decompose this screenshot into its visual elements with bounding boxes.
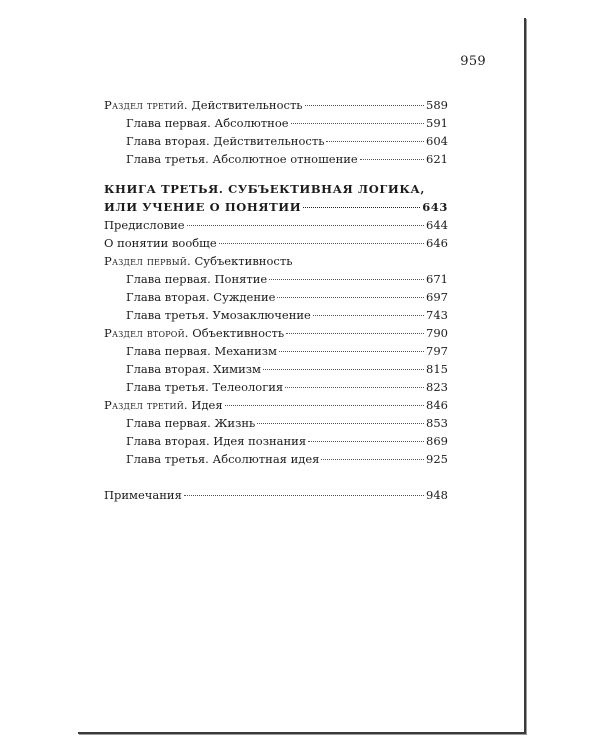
toc-entry-text: Предисловие — [104, 218, 185, 232]
toc-entry-page: 948 — [426, 488, 448, 502]
toc-entry-page: 589 — [426, 98, 448, 112]
toc-entry — [104, 342, 448, 360]
toc-entry-label — [104, 96, 303, 114]
toc-entry-label — [126, 342, 277, 360]
toc-entry-label — [104, 234, 217, 252]
toc-entry-page: 925 — [426, 452, 448, 466]
toc-entry-label — [126, 360, 261, 378]
toc-entry-label — [126, 150, 358, 168]
book-three-title-row — [104, 198, 448, 216]
dot-leader — [286, 333, 424, 334]
toc-entry-label: Примечания — [104, 488, 182, 502]
toc-entry-label — [104, 324, 284, 342]
toc-entry-text: Объективность — [192, 326, 285, 340]
toc-entry-notes — [104, 486, 448, 504]
book-three-page: 643 — [422, 200, 448, 214]
dot-leader — [360, 159, 424, 160]
dot-leader — [257, 423, 424, 424]
toc-entry-text: Глава первая. Понятие — [126, 272, 268, 286]
toc-entry-text: Глава первая. Абсолютное — [126, 116, 289, 130]
toc-entry-text: Глава третья. Телеология — [126, 380, 284, 394]
toc-entry-label — [126, 450, 319, 468]
toc-entry-page: 644 — [426, 218, 448, 232]
book-three-heading — [104, 180, 448, 216]
toc-entry — [104, 450, 448, 468]
toc-entry — [104, 432, 448, 450]
toc-entry-label — [126, 270, 267, 288]
toc-section-prefix: Раздел второй. — [104, 326, 189, 340]
toc-entry-label — [104, 252, 292, 270]
toc-entry — [104, 360, 448, 378]
toc-entry — [104, 270, 448, 288]
toc-entry-label — [126, 378, 283, 396]
dot-leader — [326, 141, 424, 142]
toc-entry-page: 853 — [426, 416, 448, 430]
toc-entry — [104, 288, 448, 306]
toc-entry-text: Глава вторая. Химизм — [126, 362, 261, 376]
toc-entry — [104, 306, 448, 324]
toc-entry — [104, 96, 448, 114]
toc-entry-text: Глава третья. Абсолютная идея — [126, 452, 320, 466]
toc-entry-label — [104, 216, 185, 234]
book-three-title-line2: ИЛИ УЧЕНИЕ О ПОНЯТИИ — [104, 200, 302, 214]
toc-entry-page: 797 — [426, 344, 448, 358]
toc-entry-page: 671 — [426, 272, 448, 286]
toc-section-prefix: Раздел третий. — [104, 98, 188, 112]
dot-leader — [285, 387, 424, 388]
toc-entry — [104, 252, 448, 270]
toc-entry-text: О понятии вообще — [104, 236, 217, 250]
toc-entry-page: 591 — [426, 116, 448, 130]
toc-entry — [104, 378, 448, 396]
dot-leader — [184, 495, 424, 496]
toc-entry-label — [126, 414, 255, 432]
toc-entry — [104, 324, 448, 342]
toc-entry-label — [126, 132, 324, 150]
toc-entry-text: Действительность — [191, 98, 303, 112]
toc-entry-label — [126, 432, 306, 450]
dot-leader — [303, 207, 420, 208]
toc-entry-label — [126, 114, 289, 132]
toc-entry — [104, 234, 448, 252]
toc-entry-page: 697 — [426, 290, 448, 304]
toc-entry-text: Идея — [191, 398, 223, 412]
dot-leader — [321, 459, 424, 460]
page-number: 959 — [460, 54, 486, 69]
toc-entry-text: Глава первая. Механизм — [126, 344, 277, 358]
toc-group-book-three — [104, 216, 448, 468]
toc-entry — [104, 414, 448, 432]
dot-leader — [291, 123, 424, 124]
toc-entry — [104, 396, 448, 414]
dot-leader — [313, 315, 424, 316]
toc-section-prefix: Раздел первый. — [104, 254, 191, 268]
toc-entry-text: Глава вторая. Идея познания — [126, 434, 307, 448]
book-three-title-line1: КНИГА ТРЕТЬЯ. СУБЪЕКТИВНАЯ ЛОГИКА, — [104, 182, 425, 196]
dot-leader — [279, 351, 424, 352]
toc-section-prefix: Раздел третий. — [104, 398, 188, 412]
toc-entry — [104, 150, 448, 168]
toc-entry-page: 823 — [426, 380, 448, 394]
dot-leader — [308, 441, 424, 442]
toc-entry-page: 815 — [426, 362, 448, 376]
dot-leader — [225, 405, 424, 406]
toc-entry-page: 869 — [426, 434, 448, 448]
toc-entry-page: 743 — [426, 308, 448, 322]
toc-entry-label — [126, 306, 311, 324]
toc-entry-label — [104, 396, 223, 414]
toc-group-section-three — [104, 96, 448, 168]
dot-leader — [219, 243, 424, 244]
toc-entry-page: 846 — [426, 398, 448, 412]
dot-leader — [277, 297, 424, 298]
toc-entry-text: Глава третья. Умозаключение — [126, 308, 311, 322]
toc-entry-text: Глава первая. Жизнь — [126, 416, 256, 430]
toc-entry-text: Субъективность — [194, 254, 293, 268]
dot-leader — [269, 279, 424, 280]
dot-leader — [305, 105, 424, 106]
dot-leader — [187, 225, 424, 226]
table-of-contents — [104, 96, 448, 504]
toc-entry-label — [126, 288, 275, 306]
book-page — [78, 18, 526, 734]
toc-entry-page: 646 — [426, 236, 448, 250]
dot-leader — [263, 369, 424, 370]
toc-entry-text: Глава третья. Абсолютное отношение — [126, 152, 358, 166]
toc-entry-page: 604 — [426, 134, 448, 148]
toc-entry-text: Глава вторая. Действительность — [126, 134, 325, 148]
toc-entry-page: 790 — [426, 326, 448, 340]
toc-entry-page: 621 — [426, 152, 448, 166]
toc-entry — [104, 216, 448, 234]
toc-entry-text: Глава вторая. Суждение — [126, 290, 276, 304]
toc-entry — [104, 132, 448, 150]
toc-entry — [104, 114, 448, 132]
